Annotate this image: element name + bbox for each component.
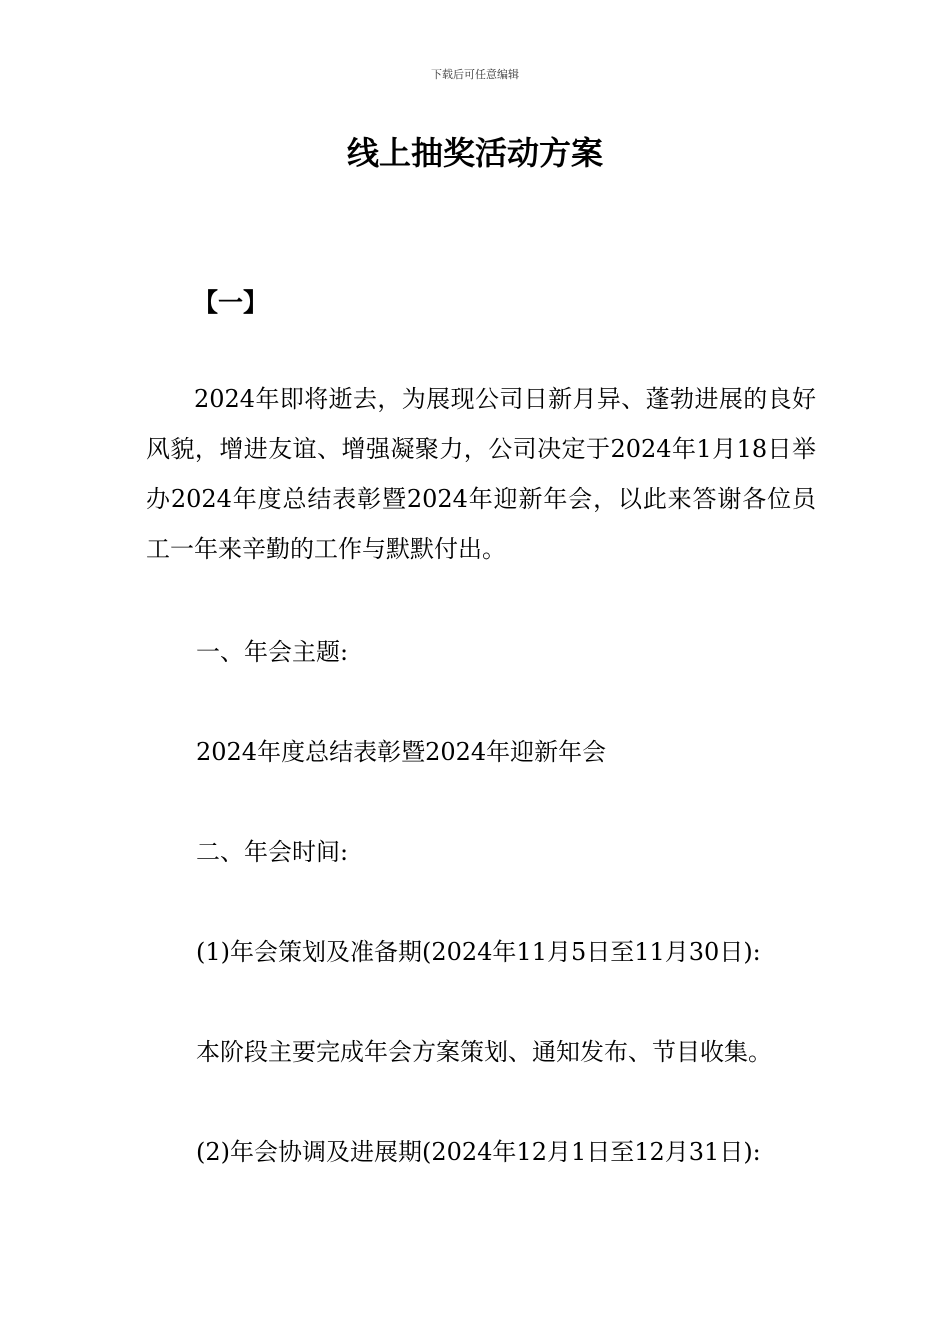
section-mark: 【一】 (193, 288, 269, 317)
phase-1-text: 本阶段主要完成年会方案策划、通知发布、节目收集。 (196, 1038, 772, 1066)
phase-2-heading: (2)年会协调及进展期(2024年12月1日至12月31日): (196, 1138, 761, 1166)
heading-time: 二、年会时间: (196, 838, 349, 866)
heading-theme: 一、年会主题: (196, 638, 349, 666)
theme-text: 2024年度总结表彰暨2024年迎新年会 (196, 738, 607, 766)
phase-1-heading: (1)年会策划及准备期(2024年11月5日至11月30日): (196, 938, 761, 966)
document-title: 线上抽奖活动方案 (346, 134, 603, 172)
intro-paragraph: 2024年即将逝去，为展现公司日新月异、蓬勃进展的良好风貌，增进友谊、增强凝聚力，公司决定于2024年1月18日举办2024年度总结表彰暨2024年迎新年会，以此来答谢各位员工一年来辛勤的工作与默默付出。 (146, 385, 816, 563)
page-header-note: 下载后可任意编辑 (431, 68, 519, 81)
